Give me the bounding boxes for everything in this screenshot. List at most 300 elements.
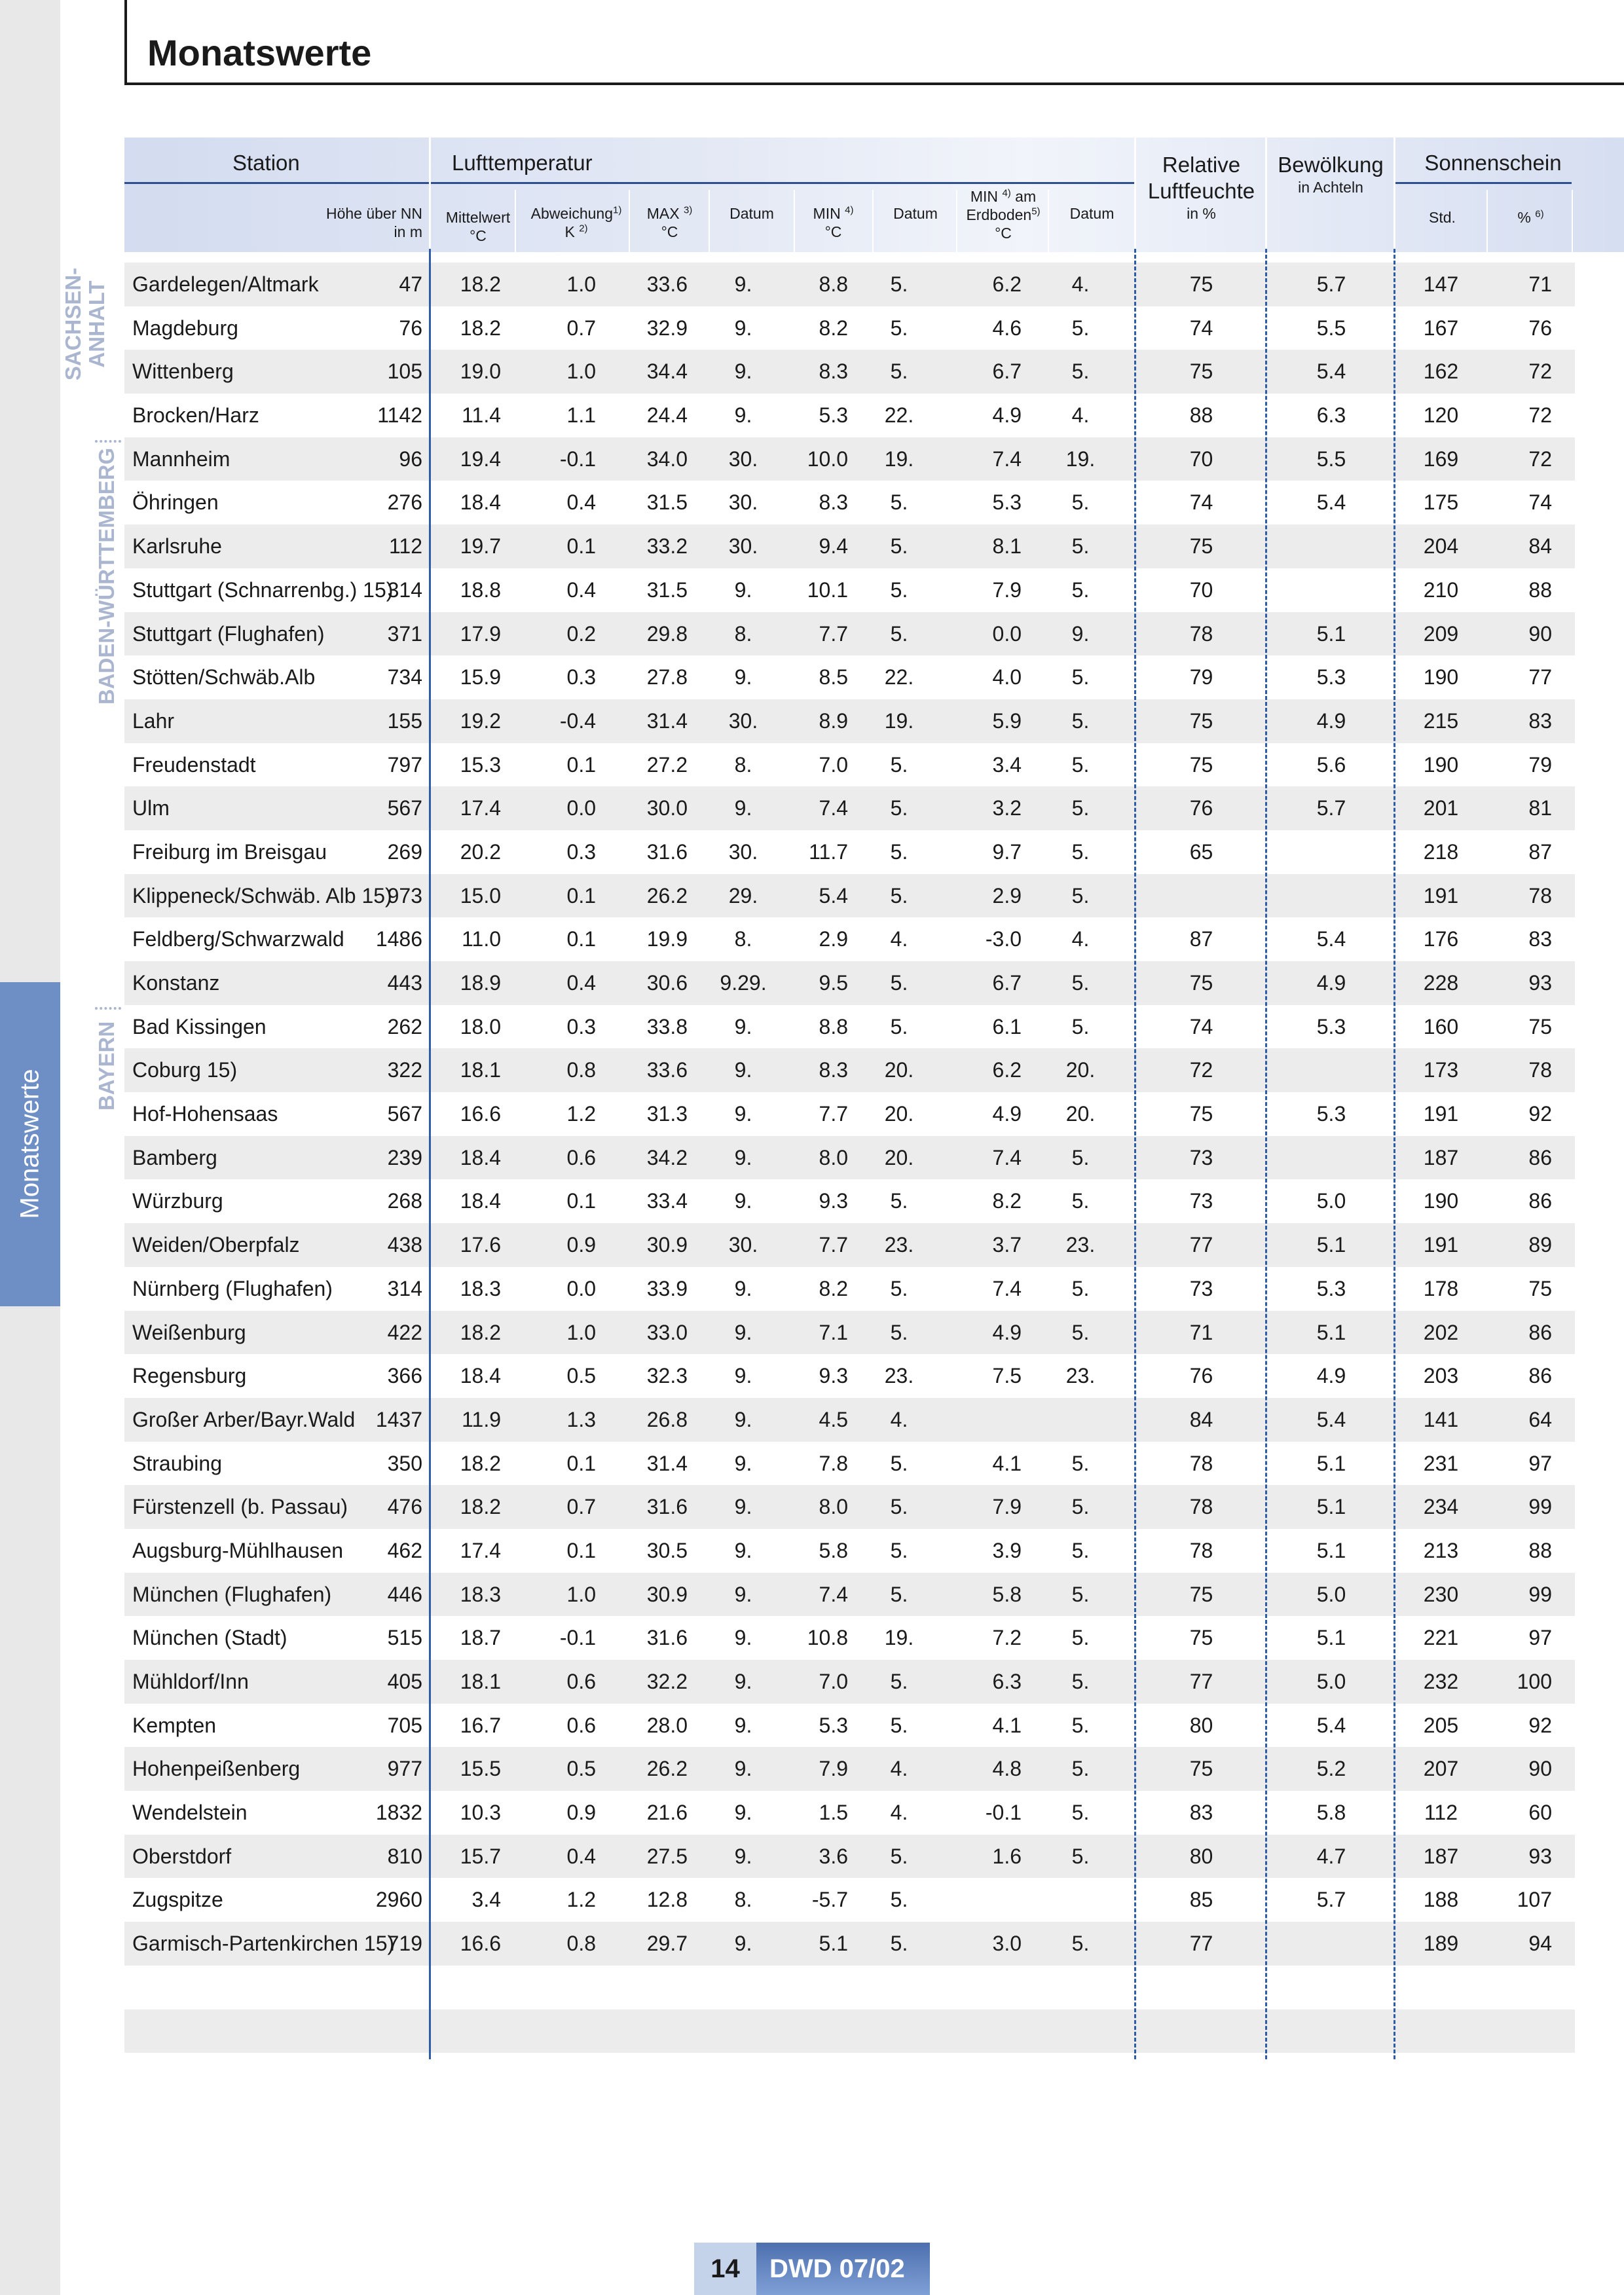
cell-station-name: Coburg 15) — [132, 1058, 238, 1082]
cell-mittelwert: 16.7 — [460, 1713, 501, 1737]
cell-max: 34.4 — [646, 359, 688, 384]
cell-rel-feuchte: 74 — [1189, 316, 1213, 340]
cell-std: 210 — [1423, 578, 1459, 602]
cell-mittelwert: 17.9 — [460, 621, 501, 646]
cell-max — [612, 1966, 688, 2010]
cell-station-name: Stuttgart (Flughafen) — [132, 621, 325, 646]
cell-station-name: München (Flughafen) — [132, 1582, 332, 1606]
cell-min-erdboden: 6.3 — [992, 1670, 1022, 1693]
footer-publication: DWD 07/02 — [769, 2254, 905, 2283]
region-separator — [95, 1007, 121, 1010]
table-row — [124, 2010, 1575, 2053]
cell-prozent: 107 — [1517, 1888, 1552, 1912]
cell-prozent: 84 — [1528, 534, 1552, 559]
cell-hoehe: 422 — [387, 1320, 422, 1344]
cell-datum-min: 20. — [884, 1102, 914, 1126]
cell-min-erdboden: 4.9 — [992, 1320, 1022, 1344]
cell-datum-max: 9. — [734, 1451, 752, 1475]
cell-prozent: 97 — [1528, 1451, 1552, 1475]
cell-std: 178 — [1423, 1276, 1459, 1300]
cell-abweichung: 0.4 — [566, 578, 596, 602]
cell-hoehe: 515 — [387, 1626, 422, 1650]
cell-datum-erdboden: 5. — [1071, 752, 1090, 777]
cell-rel-feuchte: 78 — [1189, 1538, 1213, 1562]
cell-min-erdboden: 7.4 — [992, 447, 1022, 471]
region-separator — [95, 440, 121, 443]
cell-datum-erdboden: 5. — [1071, 1670, 1090, 1693]
cell-rel-feuchte: 76 — [1189, 796, 1213, 820]
header-datum-min: Datum — [893, 205, 938, 222]
cell-station-name: Feldberg/Schwarzwald — [132, 927, 344, 951]
cell-bewoelkung: 5.6 — [1316, 752, 1346, 777]
table-row — [124, 612, 1575, 656]
header-sonnenschein: Sonnenschein — [1424, 151, 1562, 175]
cell-rel-feuchte: 75 — [1189, 359, 1213, 384]
header-std: Std. — [1429, 209, 1456, 226]
cell-bewoelkung: 5.0 — [1316, 1670, 1346, 1693]
cell-abweichung: 0.1 — [566, 883, 596, 908]
column-rule — [429, 249, 431, 2059]
cell-rel-feuchte: 78 — [1189, 1451, 1213, 1475]
cell-prozent: 90 — [1528, 621, 1552, 646]
cell-station-name: Freudenstadt — [132, 752, 256, 777]
cell-prozent: 75 — [1528, 1014, 1552, 1038]
cell-max: 33.6 — [646, 1058, 688, 1082]
cell-hoehe: 443 — [387, 971, 422, 995]
cell-datum-max: 30. — [728, 534, 758, 559]
header-prozent: % $^{6)}$ — [1517, 208, 1544, 226]
header-subdivider — [872, 190, 874, 252]
cell-bewoelkung: 5.8 — [1316, 1801, 1346, 1825]
cell-abweichung: 0.9 — [566, 1233, 596, 1257]
cell-datum-max: 30. — [728, 490, 758, 515]
cell-max: 28.0 — [646, 1713, 688, 1737]
cell-datum-min: 5. — [890, 1670, 908, 1693]
cell-datum-min: 20. — [884, 1145, 914, 1169]
cell-rel-feuchte: 70 — [1189, 447, 1213, 471]
cell-max: 12.8 — [646, 1888, 688, 1912]
cell-max: 24.4 — [646, 403, 688, 428]
cell-prozent: 89 — [1528, 1233, 1552, 1257]
page-number: 14 — [694, 2243, 756, 2295]
cell-min-erdboden: 9.7 — [992, 839, 1022, 864]
cell-datum-erdboden: 19. — [1065, 447, 1096, 471]
cell-datum-erdboden: 5. — [1071, 883, 1090, 908]
cell-bewoelkung: 5.3 — [1316, 1102, 1346, 1126]
cell-std: 205 — [1423, 1713, 1459, 1737]
cell-mittelwert: 3.4 — [471, 1888, 501, 1912]
cell-std: 160 — [1423, 1014, 1459, 1038]
cell-mittelwert: 18.1 — [460, 1058, 501, 1082]
table-row — [124, 1311, 1575, 1355]
cell-rel-feuchte: 73 — [1189, 1189, 1213, 1213]
cell-rel-feuchte: 73 — [1189, 1145, 1213, 1169]
cell-mittelwert: 18.8 — [460, 578, 501, 602]
cell-datum-max: 9. — [734, 403, 752, 428]
table-row — [124, 1573, 1575, 1617]
cell-mittelwert: 18.4 — [460, 1189, 501, 1213]
cell-rel-feuchte: 75 — [1189, 752, 1213, 777]
cell-mittelwert: 15.7 — [460, 1844, 501, 1868]
cell-datum-max: 8. — [734, 752, 752, 777]
cell-abweichung: 0.2 — [566, 621, 596, 646]
cell-std: 120 — [1423, 403, 1459, 428]
cell-rel-feuchte: 79 — [1189, 665, 1213, 689]
cell-max: 31.3 — [646, 1102, 688, 1126]
cell-datum-max: 9. — [734, 1145, 752, 1169]
cell-min-erdboden: 5.8 — [992, 1582, 1022, 1606]
header-rule-sun — [1395, 182, 1572, 184]
cell-abweichung: 0.4 — [566, 490, 596, 515]
cell-rel-feuchte — [1137, 1966, 1265, 2010]
header-min-erdboden: MIN $^{4)}$ am Erdboden$^{5)}$ °C — [966, 187, 1041, 242]
cell-datum-min — [863, 2010, 935, 2053]
cell-hoehe: 446 — [387, 1582, 422, 1606]
cell-datum-max: 9. — [734, 359, 752, 384]
cell-min-erdboden: 3.4 — [992, 752, 1022, 777]
cell-hoehe: 567 — [387, 1102, 422, 1126]
header-rule — [124, 182, 1136, 184]
cell-min: 8.5 — [819, 665, 848, 689]
cell-min-erdboden: 7.9 — [992, 578, 1022, 602]
cell-max: 31.6 — [646, 1626, 688, 1650]
cell-hoehe: 797 — [387, 752, 422, 777]
cell-datum-max: 9. — [734, 272, 752, 296]
cell-std: 218 — [1423, 839, 1459, 864]
cell-datum-min: 5. — [890, 1844, 908, 1868]
cell-datum-erdboden: 5. — [1071, 1451, 1090, 1475]
cell-datum-min: 5. — [890, 1320, 908, 1344]
cell-bewoelkung — [1269, 568, 1393, 612]
cell-mittelwert: 18.0 — [460, 1014, 501, 1038]
cell-bewoelkung: 5.4 — [1316, 1407, 1346, 1431]
cell-bewoelkung: 5.7 — [1316, 1888, 1346, 1912]
cell-prozent: 93 — [1528, 1844, 1552, 1868]
cell-max: 19.9 — [646, 927, 688, 951]
cell-datum-min: 5. — [890, 534, 908, 559]
cell-datum-erdboden: 5. — [1071, 1757, 1090, 1781]
section-tab-label: Monatswerte — [15, 1069, 45, 1219]
cell-rel-feuchte: 83 — [1189, 1801, 1213, 1825]
cell-min: 8.9 — [819, 708, 848, 733]
header-lufttemperatur: Lufttemperatur — [452, 151, 593, 175]
table-row — [124, 655, 1575, 699]
cell-prozent: 72 — [1528, 447, 1552, 471]
cell-datum-max: 9. — [734, 1801, 752, 1825]
cell-mittelwert: 18.4 — [460, 1145, 501, 1169]
table-row — [124, 1179, 1575, 1223]
cell-std: 230 — [1423, 1582, 1459, 1606]
cell-abweichung: 0.1 — [566, 1538, 596, 1562]
cell-min-erdboden: 6.1 — [992, 1014, 1022, 1038]
cell-min-erdboden: 7.4 — [992, 1276, 1022, 1300]
cell-station-name: Brocken/Harz — [132, 403, 259, 428]
cell-rel-feuchte — [1137, 874, 1265, 918]
cell-prozent: 94 — [1528, 1932, 1552, 1956]
cell-station-name: Bad Kissingen — [132, 1014, 267, 1038]
cell-prozent: 60 — [1528, 1801, 1552, 1825]
cell-mittelwert: 18.2 — [460, 1495, 501, 1519]
header-divider — [1265, 138, 1267, 249]
cell-std: 175 — [1423, 490, 1459, 515]
cell-std: 190 — [1423, 665, 1459, 689]
cell-mittelwert: 15.9 — [460, 665, 501, 689]
cell-min-erdboden: 3.0 — [992, 1932, 1022, 1956]
cell-mittelwert: 20.2 — [460, 839, 501, 864]
cell-max: 33.0 — [646, 1320, 688, 1344]
cell-min: 5.8 — [819, 1538, 848, 1562]
cell-hoehe: 476 — [387, 1495, 422, 1519]
cell-datum-erdboden: 5. — [1071, 971, 1090, 995]
cell-max: 26.2 — [646, 883, 688, 908]
cell-std: 221 — [1423, 1626, 1459, 1650]
cell-rel-feuchte: 77 — [1189, 1233, 1213, 1257]
table-row — [124, 917, 1575, 961]
cell-max: 32.3 — [646, 1364, 688, 1388]
cell-std: 207 — [1423, 1757, 1459, 1781]
cell-mittelwert: 18.2 — [460, 316, 501, 340]
header-min: MIN $^{4)}$ °C — [813, 204, 854, 240]
cell-prozent: 92 — [1528, 1102, 1552, 1126]
cell-mittelwert: 11.4 — [462, 403, 501, 428]
header-divider — [1134, 138, 1136, 249]
cell-std: 231 — [1423, 1451, 1459, 1475]
cell-std: 162 — [1423, 359, 1459, 384]
cell-min: 7.7 — [819, 1102, 848, 1126]
cell-mittelwert: 18.3 — [460, 1582, 501, 1606]
cell-bewoelkung — [1269, 524, 1393, 568]
cell-station-name: Klippeneck/Schwäb. Alb 15) — [132, 883, 392, 908]
cell-rel-feuchte: 75 — [1189, 1582, 1213, 1606]
cell-station-name: Regensburg — [132, 1364, 247, 1388]
cell-min: 8.8 — [819, 272, 848, 296]
cell-datum-min: 5. — [890, 1538, 908, 1562]
table-row — [124, 524, 1575, 568]
cell-datum-min: 19. — [884, 447, 914, 471]
cell-datum-erdboden: 5. — [1071, 1582, 1090, 1606]
cell-prozent: 92 — [1528, 1713, 1552, 1737]
header-hoehe: Höhe über NN in m — [325, 205, 422, 240]
cell-prozent: 81 — [1528, 796, 1552, 820]
cell-max: 33.2 — [646, 534, 688, 559]
cell-mittelwert: 18.2 — [460, 272, 501, 296]
cell-datum-erdboden: 5. — [1071, 1145, 1090, 1169]
cell-datum-min: 5. — [890, 971, 908, 995]
cell-datum-min: 5. — [890, 578, 908, 602]
cell-prozent: 86 — [1528, 1364, 1552, 1388]
cell-hoehe: 1437 — [375, 1407, 422, 1431]
cell-datum-max: 9. — [734, 1582, 752, 1606]
cell-std: 215 — [1423, 708, 1459, 733]
table-row — [124, 1529, 1575, 1573]
cell-datum-min: 5. — [890, 1451, 908, 1475]
cell-datum-min: 22. — [884, 665, 914, 689]
table-row — [124, 830, 1575, 874]
cell-std: 202 — [1423, 1320, 1459, 1344]
cell-hoehe: 276 — [387, 490, 422, 515]
table-row — [124, 1005, 1575, 1049]
cell-bewoelkung — [1269, 1966, 1393, 2010]
cell-abweichung: 0.8 — [566, 1932, 596, 1956]
cell-min: 8.3 — [819, 490, 848, 515]
cell-min: 8.3 — [819, 359, 848, 384]
cell-bewoelkung: 5.4 — [1316, 1713, 1346, 1737]
cell-bewoelkung: 5.1 — [1316, 621, 1346, 646]
cell-station-name: Stuttgart (Schnarrenbg.) 15) — [132, 578, 394, 602]
table-row — [124, 1791, 1575, 1835]
cell-datum-erdboden: 5. — [1071, 1276, 1090, 1300]
cell-min-erdboden: 6.7 — [992, 971, 1022, 995]
cell-max: 29.7 — [646, 1932, 688, 1956]
cell-max: 31.5 — [646, 490, 688, 515]
cell-datum-max: 9. — [734, 665, 752, 689]
cell-station-name: Nürnberg (Flughafen) — [132, 1276, 333, 1300]
cell-prozent: 93 — [1528, 971, 1552, 995]
cell-std: 209 — [1423, 621, 1459, 646]
cell-station-name: Freiburg im Breisgau — [132, 839, 327, 864]
cell-abweichung: 1.0 — [566, 272, 596, 296]
cell-min: 7.0 — [819, 752, 848, 777]
cell-abweichung: 1.2 — [566, 1888, 596, 1912]
cell-datum-erdboden: 5. — [1071, 1495, 1090, 1519]
cell-hoehe: 269 — [387, 839, 422, 864]
cell-min: 7.7 — [819, 1233, 848, 1257]
cell-bewoelkung: 4.9 — [1316, 708, 1346, 733]
cell-datum-min: 4. — [890, 927, 908, 951]
cell-hoehe: 810 — [387, 1844, 422, 1868]
cell-station-name: Karlsruhe — [132, 534, 222, 559]
cell-abweichung: 0.0 — [566, 1276, 596, 1300]
cell-station-name: Weißenburg — [132, 1320, 246, 1344]
cell-min-erdboden: -3.0 — [985, 927, 1022, 951]
cell-datum-min: 5. — [890, 490, 908, 515]
cell-std: 112 — [1424, 1801, 1458, 1825]
cell-std: 188 — [1423, 1888, 1459, 1912]
cell-abweichung: -0.4 — [559, 708, 596, 733]
cell-rel-feuchte: 85 — [1189, 1888, 1213, 1912]
cell-abweichung: 0.1 — [566, 1451, 596, 1475]
cell-rel-feuchte: 72 — [1189, 1058, 1213, 1082]
cell-min: -5.7 — [811, 1888, 848, 1912]
cell-rel-feuchte: 75 — [1189, 971, 1213, 995]
cell-bewoelkung: 4.9 — [1316, 971, 1346, 995]
cell-min: 5.1 — [819, 1932, 848, 1956]
cell-min: 7.4 — [819, 1582, 848, 1606]
table-row — [124, 1922, 1575, 1966]
cell-prozent: 100 — [1517, 1670, 1552, 1693]
cell-hoehe: 977 — [387, 1757, 422, 1781]
header-subdivider — [794, 190, 795, 252]
cell-mittelwert: 18.1 — [460, 1670, 501, 1693]
cell-bewoelkung: 5.3 — [1316, 665, 1346, 689]
cell-abweichung: -0.1 — [559, 447, 596, 471]
cell-bewoelkung: 5.7 — [1316, 796, 1346, 820]
cell-abweichung: 1.2 — [566, 1102, 596, 1126]
cell-station-name: Zugspitze — [132, 1888, 223, 1912]
cell-bewoelkung — [1269, 1922, 1393, 1966]
page-title: Monatswerte — [147, 32, 372, 73]
cell-min: 8.2 — [819, 316, 848, 340]
header-divider — [429, 138, 431, 249]
cell-datum-max: 9. — [734, 316, 752, 340]
cell-datum-min: 4. — [890, 1757, 908, 1781]
cell-bewoelkung: 5.1 — [1316, 1538, 1346, 1562]
cell-min-erdboden: 8.2 — [992, 1189, 1022, 1213]
cell-min: 10.8 — [807, 1626, 848, 1650]
cell-bewoelkung: 5.2 — [1316, 1757, 1346, 1781]
cell-max: 31.6 — [646, 839, 688, 864]
cell-bewoelkung — [1269, 874, 1393, 918]
cell-bewoelkung: 6.3 — [1316, 403, 1346, 428]
cell-prozent: 87 — [1528, 839, 1552, 864]
cell-datum-max: 9. — [734, 1407, 752, 1431]
cell-bewoelkung — [1269, 830, 1393, 874]
cell-min: 9.5 — [819, 971, 848, 995]
cell-mittelwert: 19.7 — [460, 534, 501, 559]
cell-prozent: 78 — [1528, 883, 1552, 908]
cell-datum-min: 19. — [884, 708, 914, 733]
table-row — [124, 1704, 1575, 1748]
cell-std: 191 — [1423, 883, 1459, 908]
cell-max: 33.8 — [646, 1014, 688, 1038]
cell-bewoelkung: 5.1 — [1316, 1233, 1346, 1257]
cell-datum-erdboden — [1041, 1398, 1120, 1442]
cell-datum-min: 5. — [890, 752, 908, 777]
cell-datum-max: 9. — [734, 1495, 752, 1519]
table-row — [124, 1354, 1575, 1398]
cell-bewoelkung: 5.1 — [1316, 1451, 1346, 1475]
cell-hoehe: 1486 — [375, 927, 422, 951]
cell-min: 10.0 — [807, 447, 848, 471]
table-row — [124, 263, 1575, 306]
cell-rel-feuchte: 75 — [1189, 272, 1213, 296]
cell-std: 203 — [1423, 1364, 1459, 1388]
cell-station-name: Weiden/Oberpfalz — [132, 1233, 300, 1257]
cell-std: 191 — [1423, 1102, 1459, 1126]
cell-bewoelkung: 5.4 — [1316, 927, 1346, 951]
cell-datum-max: 9. — [734, 578, 752, 602]
cell-datum-erdboden: 5. — [1071, 1932, 1090, 1956]
cell-datum-min — [863, 1966, 935, 2010]
cell-min-erdboden: 7.2 — [992, 1626, 1022, 1650]
cell-station-name: Oberstdorf — [132, 1844, 232, 1868]
cell-std: 201 — [1423, 796, 1459, 820]
cell-abweichung — [511, 1966, 596, 2010]
cell-datum-max: 9. — [734, 1276, 752, 1300]
cell-station-name: Wittenberg — [132, 359, 234, 384]
cell-prozent: 88 — [1528, 1538, 1552, 1562]
header-subdivider — [1572, 190, 1573, 252]
cell-mittelwert: 18.7 — [460, 1626, 501, 1650]
cell-datum-max: 8. — [734, 1888, 752, 1912]
cell-datum-min: 20. — [884, 1058, 914, 1082]
cell-datum-erdboden: 5. — [1071, 534, 1090, 559]
table-row — [124, 306, 1575, 350]
cell-datum-min: 4. — [890, 1407, 908, 1431]
cell-bewoelkung: 5.3 — [1316, 1014, 1346, 1038]
cell-datum-erdboden: 23. — [1065, 1364, 1096, 1388]
cell-std: 213 — [1423, 1538, 1459, 1562]
cell-min: 8.2 — [819, 1276, 848, 1300]
cell-min-erdboden: 4.0 — [992, 665, 1022, 689]
cell-min — [779, 1966, 848, 2010]
cell-min: 7.4 — [819, 796, 848, 820]
cell-abweichung: 0.7 — [566, 316, 596, 340]
cell-abweichung: 0.0 — [566, 796, 596, 820]
table-row — [124, 961, 1575, 1005]
cell-min-erdboden: 5.9 — [992, 708, 1022, 733]
cell-station-name: Wendelstein — [132, 1801, 248, 1825]
